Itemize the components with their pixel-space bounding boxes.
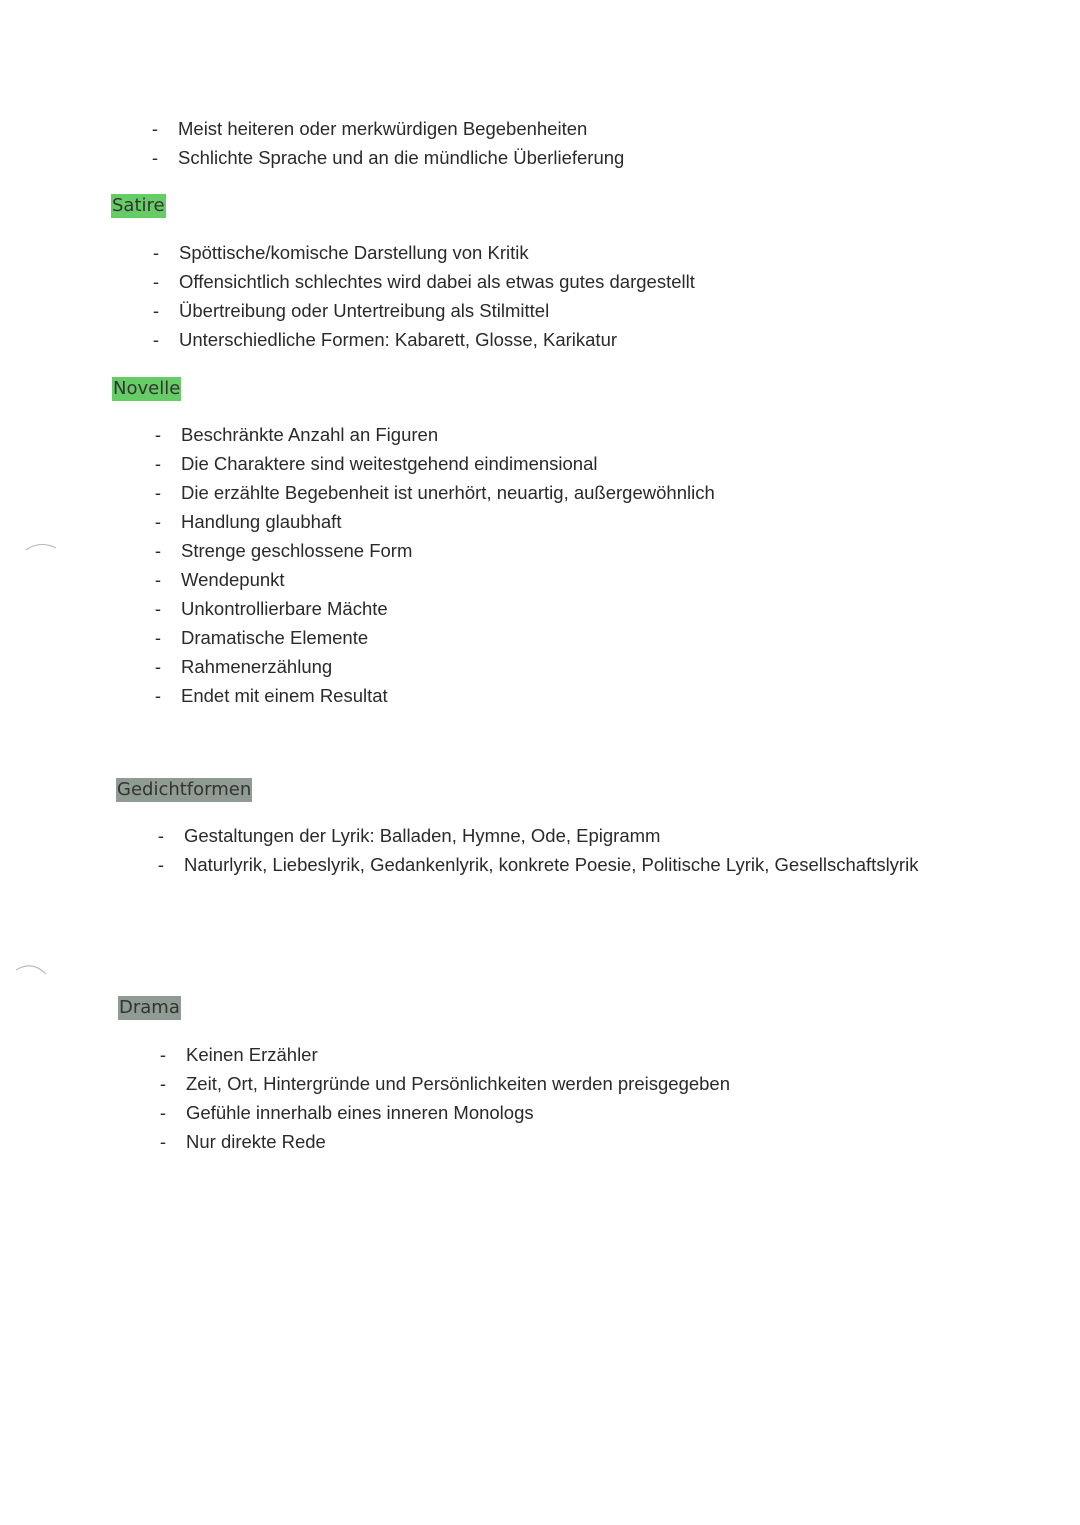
list-item: - Naturlyrik, Liebeslyrik, Gedankenlyrik, konkrete Poesie, Politische Lyrik, Gesellschaftslyrik xyxy=(157,854,919,875)
gedichtformen-heading: Gedichtformen xyxy=(117,779,252,800)
list-item: - Die erzählte Begebenheit ist unerhört, neuartig, außergewöhnlich xyxy=(154,482,715,503)
satire-list xyxy=(152,238,695,354)
scan-mark xyxy=(24,540,60,554)
list-item: - Die Charaktere sind weitestgehend eindimensional xyxy=(154,453,598,474)
list-item: - Strenge geschlossene Form xyxy=(154,540,413,561)
list-item: - Handlung glaubhaft xyxy=(154,511,342,532)
gedichtformen-list xyxy=(157,821,919,879)
list-item: - Gestaltungen der Lyrik: Balladen, Hymne, Ode, Epigramm xyxy=(157,825,661,846)
list-item: - Beschränkte Anzahl an Figuren xyxy=(154,424,439,445)
list-item: - Offensichtlich schlechtes wird dabei als etwas gutes dargestellt xyxy=(152,271,695,292)
satire-heading: Satire xyxy=(112,195,165,216)
list-item: - Übertreibung oder Untertreibung als Stilmittel xyxy=(152,300,550,321)
intro-list xyxy=(151,114,625,172)
drama-heading: Drama xyxy=(119,997,180,1018)
scan-mark xyxy=(14,960,50,980)
list-item: - Schlichte Sprache und an die mündliche Überlieferung xyxy=(151,147,625,168)
drama-list xyxy=(159,1040,731,1156)
list-item: - Meist heiteren oder merkwürdigen Begebenheiten xyxy=(151,118,588,139)
list-item: - Gefühle innerhalb eines inneren Monologs xyxy=(159,1102,534,1123)
list-item: - Nur direkte Rede xyxy=(159,1131,326,1152)
list-item: - Rahmenerzählung xyxy=(154,656,333,677)
list-item: - Unterschiedliche Formen: Kabarett, Glosse, Karikatur xyxy=(152,329,618,350)
list-item: - Keinen Erzähler xyxy=(159,1044,318,1065)
list-item: - Endet mit einem Resultat xyxy=(154,685,388,706)
list-item: - Unkontrollierbare Mächte xyxy=(154,598,388,619)
list-item: - Spöttische/komische Darstellung von Kritik xyxy=(152,242,529,263)
novelle-list xyxy=(154,420,715,710)
list-item: - Wendepunkt xyxy=(154,569,285,590)
novelle-heading: Novelle xyxy=(113,378,181,399)
list-item: - Zeit, Ort, Hintergründe und Persönlichkeiten werden preisgegeben xyxy=(159,1073,731,1094)
list-item: - Dramatische Elemente xyxy=(154,627,369,648)
